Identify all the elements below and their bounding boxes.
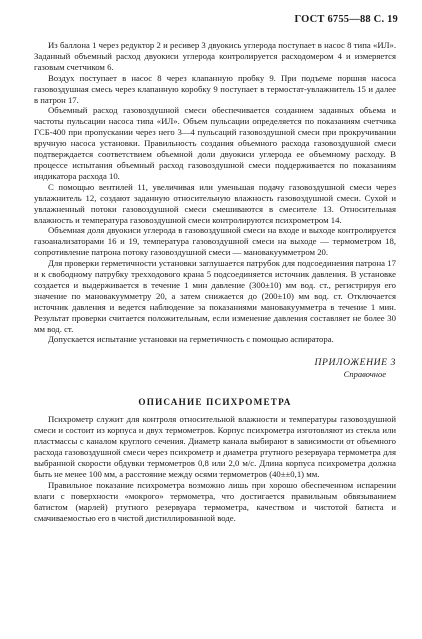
body-paragraph: Из баллона 1 через редуктор 2 и ресивер 3 двуокись углерода поступает в насос 8 типа «ИЛ». Заданный объемный расход двуокиси углерода контролируется расходомером 4 и измеряется газовым счетчиком 6. (34, 40, 396, 72)
section-paragraph: Психрометр служит для контроля относительной влажности и температуры газовоздушной смеси и состоит из корпуса и двух термометров. Корпус психрометра изготовляют из стекла или пластмассы с каналом круглого сечения. Диаметр канала выбирают в зависимости от объемного расхода газовоздушной смеси через психрометр и диаметра ртутного резервуара термометра для выбранной скорости обдувки термометров 0,8 или 2,0 м/с. Длина корпуса психрометра должна быть не менее 100 мм, а расстояние между осями термометров (40±±0,1) мм. (34, 414, 396, 479)
body-paragraph: Допускается испытание установки на герметичность с помощью аспиратора. (48, 334, 334, 345)
body-paragraph: Воздух поступает в насос 8 через клапанную пробку 9. При подъеме поршня насоса газовоздушная смесь через клапанную коробку 9 поступает в термостат-увлажнитель 15 и далее в патрон 17. (34, 72, 396, 105)
section-title: ОПИСАНИЕ ПСИХРОМЕТРА (138, 397, 292, 408)
section-paragraph: Правильное показание психрометра возможно лишь при хорошо обеспеченном испарении влаги с поверхности «мокрого» термометра, что достигается правильным обвязыванием батистом (марлей) ртутного резервуара термометра, качеством и чистотой батиста и смачиваемостью его в чистой дистиллированной воде. (34, 479, 396, 523)
body-paragraph: Объемная доля двуокиси углерода в газовоздушной смеси на входе и выходе контролируется газоанализаторами 16 и 19, температура газовоздушной смеси на выходе — термометром 18, сопротивление патрона потоку газовоздушной смеси — мановакуумметром 20. (34, 225, 396, 258)
body-paragraph: Для проверки герметичности установки заглушается патрубок для подсоединения патрона 17 и к свободному патрубку трехходового крана 5 подсоединяется источник давления. В установке создается и выдерживается в течение 1 мин давление (300±10) мм вод. ст., регистрируя его значение по мановакуумметру 20, а затем снижается до (200±10) мм вод. ст. Отключается источник давления и ведется наблюдение за показаниями мановакуумметра в течение 1 мин. Результат проверки считается положительным, если изменение давления составляет не более 30 мм вод. ст. (34, 258, 396, 334)
appendix-title: ПРИЛОЖЕНИЕ 3 (314, 357, 396, 369)
document-body (34, 40, 396, 523)
body-paragraph: С помощью вентилей 11, увеличивая или уменьшая подачу газовоздушной смеси через увлажнитель 12, создают заданную относительную влажность газовоздушной смеси. Сухой и увлажненный потоки газовоздушной смеси смешиваются в смесителе 13. Относительная влажность и температура газовоздушной смеси контролируются психрометром 14. (34, 181, 396, 225)
appendix-subtitle: Справочное (343, 369, 386, 380)
body-paragraph: Объемный расход газовоздушной смеси обеспечивается созданием заданных объема и частоты пульсации насоса типа «ИЛ». Объем пульсации определяется по показаниям счетчика ГСБ-400 при пропускании через него 3—4 пульсаций газовоздушной смеси при прокручивании вручную насоса установки. Правильность создания объемного расхода газовоздушной смеси подтверждается соответствием объемной доли двуокиси углерода ее объемному расходу. В процессе испытания объемный расход газовоздушной смеси поддерживается по показаниям индикатора расхода 10. (34, 105, 396, 181)
page-header: ГОСТ 6755—88 С. 19 (294, 14, 398, 25)
